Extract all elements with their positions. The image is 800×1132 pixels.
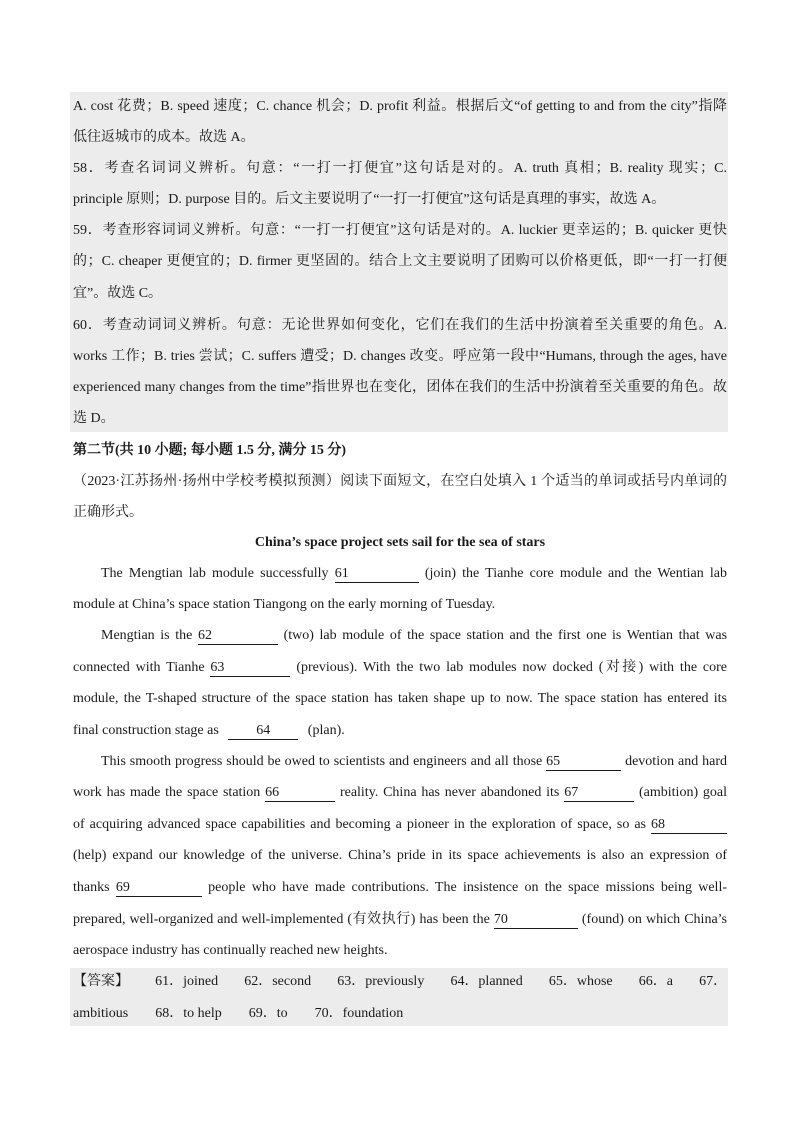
passage-line: module at China’s space station Tiangong on the early morning of Tuesday. — [73, 597, 496, 612]
passage-line — [73, 910, 727, 930]
blank-70: 70 — [494, 911, 578, 929]
passage-text: connected with Tianhe — [73, 660, 205, 675]
passage-title: China’s space project sets sail for the sea of stars — [254, 535, 546, 550]
explanation-line: 选 D。 — [73, 411, 115, 426]
passage-line: aerospace industry has continually reached new heights. — [73, 943, 388, 958]
passage-line — [73, 815, 727, 835]
blank-66: 66 — [265, 784, 335, 802]
answer-label: 【答案】 — [73, 974, 129, 989]
answer-item: 70．foundation — [314, 1006, 404, 1021]
blank-65: 65 — [546, 753, 621, 771]
passage-text: The Mengtian lab module successfully — [101, 566, 329, 581]
explanation-line: A. cost 花费；B. speed 速度；C. chance 机会；D. profit 利益。根据后文“of getting to and from the city”指降 — [73, 99, 727, 114]
answer-item: 61．joined — [155, 974, 219, 989]
passage-line — [73, 721, 727, 741]
answer-item: 67． — [699, 974, 728, 989]
passage-text: (plan). — [307, 723, 345, 738]
passage-line — [73, 658, 727, 678]
passage-text: This smooth progress should be owed to scientists and engineers and all those — [101, 754, 543, 769]
explanation-line: 的；C. cheaper 更便宜的；D. firmer 更坚固的。结合上文主要说明了团购可以价格更低，即“一打一打便 — [73, 254, 727, 269]
passage-text: thanks — [73, 880, 110, 895]
explanation-line: 59．考查形容词词义辨析。句意：“一打一打便宜”这句话是对的。A. luckier 更幸运的；B. quicker 更快 — [73, 223, 727, 238]
passage-text: Mengtian is the — [101, 628, 193, 643]
explanation-line: works 工作；B. tries 尝试；C. suffers 遭受；D. changes 改变。呼应第一段中“Humans, through the ages, have — [73, 349, 727, 364]
blank-62: 62 — [198, 627, 278, 645]
answer-item: 69．to — [248, 1006, 288, 1021]
answer-item: 62．second — [244, 974, 312, 989]
passage-line — [101, 564, 727, 584]
blank-69: 69 — [116, 879, 202, 897]
passage-text: final construction stage as — [73, 723, 219, 738]
passage-text: work has made the space station — [73, 785, 261, 800]
blank-64: 64 — [228, 722, 298, 740]
answer-line — [73, 1004, 727, 1024]
explanation-line: experienced many changes from the time”指世界也在变化，团体在我们的生活中扮演着至关重要的角色。故 — [73, 380, 727, 395]
answer-item: 64．planned — [450, 974, 523, 989]
answer-item: ambitious — [73, 1006, 129, 1021]
instruction-line: （2023·江苏扬州·扬州中学校考模拟预测）阅读下面短文，在空白处填入 1 个适当的单词或括号内单词的 — [73, 474, 727, 489]
blank-68: 68 — [651, 816, 727, 834]
passage-line: (help) expand our knowledge of the universe. China’s pride in its space achievements is also an expression of — [73, 848, 727, 863]
passage-text: (ambition) goal — [639, 785, 728, 800]
answer-item: 65．whose — [548, 974, 613, 989]
passage-text: (join) the Tianhe core module and the Wentian lab — [424, 566, 727, 581]
blank-67: 67 — [564, 784, 634, 802]
passage-text: people who have made contributions. The insistence on the space missions being well- — [208, 880, 728, 895]
answer-line — [73, 972, 727, 992]
passage-line — [73, 783, 727, 803]
explanation-line: 宜”。故选 C。 — [73, 286, 163, 301]
answer-item: 68．to help — [155, 1006, 222, 1021]
passage-text: devotion and hard — [625, 754, 728, 769]
blank-63: 63 — [210, 659, 290, 677]
explanation-line: 58．考查名词词义辨析。句意：“一打一打便宜”这句话是对的。A. truth 真相；B. reality 现实；C. — [73, 161, 727, 176]
answer-item: 66．a — [638, 974, 673, 989]
explanation-line: 60．考查动词词义辨析。句意：无论世界如何变化，它们在我们的生活中扮演着至关重要的角色。A. — [73, 318, 727, 333]
passage-line: module, the T-shaped structure of the space station has taken shape up to now. The space station has entered its — [73, 691, 727, 706]
passage-text: (two) lab module of the space station and the first one is Wentian that was — [283, 628, 728, 643]
passage-text: of acquiring advanced space capabilities and becoming a pioneer in the exploration of space, so as — [73, 817, 646, 832]
passage-line — [73, 878, 727, 898]
answer-item: 63．previously — [337, 974, 425, 989]
passage-text: reality. China has never abandoned its — [339, 785, 560, 800]
passage-line — [101, 752, 727, 772]
explanation-line: principle 原则；D. purpose 目的。后文主要说明了“一打一打便宜”这句话是真理的事实，故选 A。 — [73, 192, 666, 207]
passage-line — [101, 626, 727, 646]
blank-61: 61 — [335, 565, 419, 583]
passage-text: (previous). With the two lab modules now docked (对接) with the core — [296, 660, 728, 675]
explanation-line: 低往返城市的成本。故选 A。 — [73, 130, 255, 145]
passage-text: prepared, well-organized and well-implemented (有效执行) has been the — [73, 912, 490, 927]
passage-text: (found) on which China’s — [581, 912, 728, 927]
section-heading: 第二节(共 10 小题; 每小题 1.5 分, 满分 15 分) — [73, 443, 346, 458]
instruction-line: 正确形式。 — [73, 505, 143, 520]
